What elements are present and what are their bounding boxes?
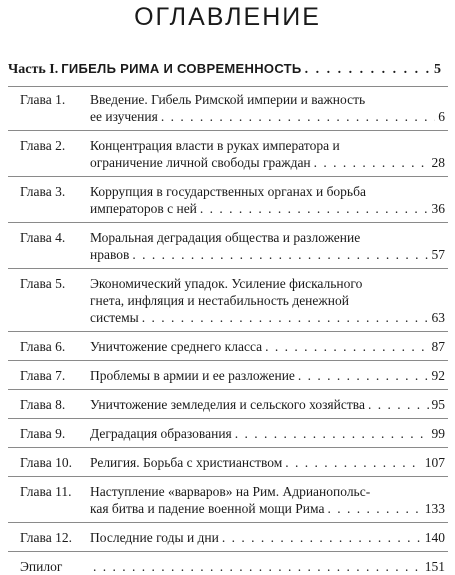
dot-leader [200,200,429,217]
chapter-number: Глава 9. [20,426,66,441]
dot-leader [368,396,429,413]
chapter-page-number: 6 [438,109,445,124]
chapter-title [90,183,445,217]
chapter-title-last-line [90,309,445,326]
chapter-title-last-line [90,558,445,575]
dot-leader [222,529,422,546]
chapter-number: Глава 12. [20,530,72,545]
dot-leader [327,500,421,517]
dot-leader [132,246,428,263]
part-title: ГИБЕЛЬ РИМА И СОВРЕМЕННОСТЬ [61,61,302,76]
chapter-number: Глава 6. [20,339,66,354]
chapter-title [90,91,445,125]
chapter-title-text: Проблемы в армии и ее разложение [90,368,295,383]
chapter-number: Глава 11. [20,484,72,499]
chapter-title-text: Религия. Борьба с христианством [90,455,283,470]
dot-leader [265,338,428,355]
chapter-title-last-line [90,529,445,546]
entry-divider [8,86,448,87]
entry-divider [8,360,448,361]
dot-leader [314,154,429,171]
chapter-title-text: ее изучения [90,109,158,124]
part-prefix: Часть I. [8,62,59,77]
chapter-title-text: Уничтожение среднего класса [90,339,263,354]
chapter-page-number: 36 [431,201,445,216]
chapter-title-text: Последние годы и дни [90,530,219,545]
chapter-title-last-line [90,246,445,263]
chapter-title-text: нравов [90,247,130,262]
chapter-title-text: Уничтожение земледелия и сельского хозяйства [90,397,365,412]
chapter-title-line: гнета, инфляция и нестабильность денежной [90,293,349,308]
chapter-page-number: 63 [431,310,445,325]
chapter-page-number: 87 [431,339,445,354]
entry-divider [8,551,448,552]
chapter-title-text: системы [90,310,139,325]
dot-leader [93,558,422,575]
entry-divider [8,476,448,477]
chapter-title [90,367,445,384]
chapter-number: Глава 2. [20,138,66,153]
chapter-title-last-line [90,108,445,125]
chapter-number: Глава 4. [20,230,66,245]
entry-divider [8,130,448,131]
dot-leader [298,367,429,384]
chapter-title [90,529,445,546]
entry-divider [8,522,448,523]
dot-leader [305,62,431,78]
chapter-title-text: Деградация образования [90,426,232,441]
chapter-number: Глава 10. [20,455,72,470]
chapter-title-text: императоров с ней [90,201,197,216]
chapter-page-number: 133 [424,501,445,516]
chapter-title-last-line [90,454,445,471]
chapter-title [90,396,445,413]
chapter-title-text: кая битва и падение военной мощи Рима [90,501,325,516]
dot-leader [161,108,435,125]
entry-divider [8,389,448,390]
chapter-title-text: ограничение личной свободы граждан [90,155,311,170]
chapter-title-last-line [90,396,445,413]
chapter-title [90,229,445,263]
entry-divider [8,447,448,448]
dot-leader [285,454,421,471]
chapter-title [90,454,445,471]
chapter-title [90,483,445,517]
chapter-page-number: 151 [424,559,445,574]
chapter-title-last-line [90,367,445,384]
chapter-title [90,137,445,171]
entry-divider [8,176,448,177]
chapter-title-line: Концентрация власти в руках императора и [90,138,340,153]
chapter-page-number: 95 [431,397,445,412]
chapter-number: Глава 8. [20,397,66,412]
chapter-title-last-line [90,338,445,355]
chapter-title-line: Наступление «варваров» на Рим. Адрианопольс- [90,484,371,499]
entry-divider [8,331,448,332]
chapter-title-line: Введение. Гибель Римской империи и важность [90,92,366,107]
chapter-page-number: 92 [431,368,445,383]
chapter-title-last-line [90,500,445,517]
page-title: ОГЛАВЛЕНИЕ [134,3,321,31]
entry-divider [8,418,448,419]
chapter-number: Глава 3. [20,184,66,199]
chapter-title [90,275,445,326]
chapter-page-number: 140 [424,530,445,545]
chapter-title [90,338,445,355]
chapter-number: Эпилог [20,559,63,574]
part-page-number: 5 [434,62,441,77]
chapter-title [90,558,445,575]
chapter-title-line: Коррупция в государственных органах и борьба [90,184,366,199]
chapter-page-number: 57 [431,247,445,262]
entry-divider [8,222,448,223]
chapter-number: Глава 5. [20,276,66,291]
chapter-title-line: Моральная деградация общества и разложение [90,230,361,245]
part-entry[interactable] [8,61,441,78]
chapter-number: Глава 1. [20,92,66,107]
chapter-number: Глава 7. [20,368,66,383]
chapter-title-line: Экономический упадок. Усиление фискального [90,276,363,291]
entry-divider [8,268,448,269]
chapter-title [90,425,445,442]
chapter-page-number: 99 [431,426,445,441]
dot-leader [235,425,429,442]
chapter-page-number: 28 [431,155,445,170]
chapter-page-number: 107 [424,455,445,470]
chapter-title-last-line [90,425,445,442]
chapter-title-last-line [90,154,445,171]
chapter-title-last-line [90,200,445,217]
dot-leader [142,309,429,326]
